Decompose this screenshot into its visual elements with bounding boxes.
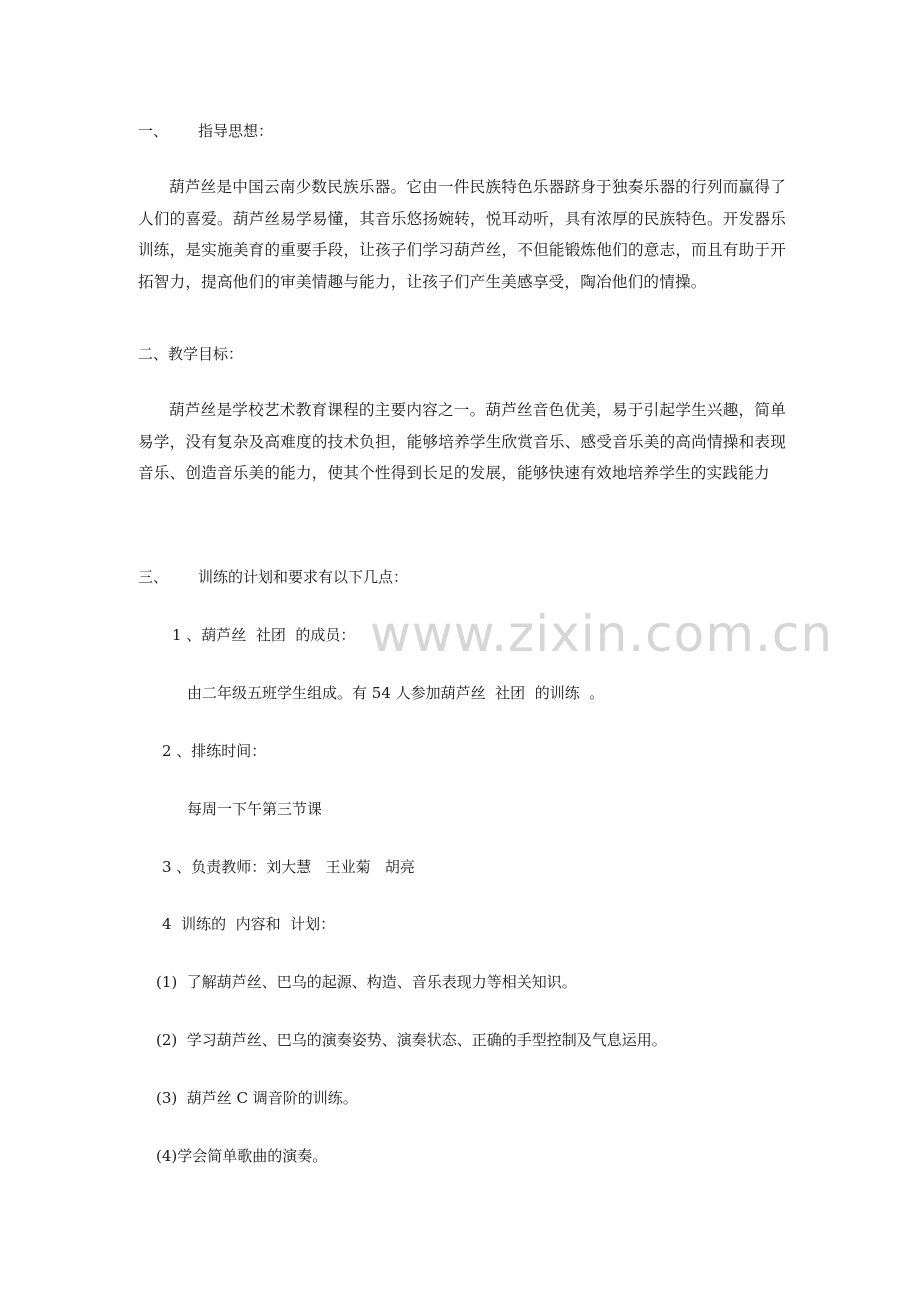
watermark: www.zixin.com.cn (370, 605, 834, 663)
item-members-body: 由二年级五班学生组成。有 54 人参加葫芦丝 社团 的训练 。 (187, 684, 605, 702)
section-title: 训练的计划和要求有以下几点： (198, 568, 409, 586)
list-item: (2) 学习葫芦丝、巴乌的演奏姿势、演奏状态、正确的手型控制及气息运用。 (156, 1031, 667, 1049)
section-heading-teaching-goals: 二、教学目标： (138, 345, 244, 363)
section-number: 一、 (138, 122, 169, 140)
item-rehearsal-heading: 2 、排练时间： (162, 742, 267, 760)
item-members-heading: 1 、葫芦丝 社团 的成员： (172, 626, 356, 644)
section-heading-training-plan (138, 567, 408, 587)
section-number: 三、 (138, 568, 169, 586)
paragraph-teaching-goals: 葫芦丝是学校艺术教育课程的主要内容之一。葫芦丝音色优美，易于引起学生兴趣，简单易学，没有复杂及高难度的技术负担，能够培养学生欣赏音乐、感受音乐美的高尚情操和表现音乐、创造音乐美的能力，使其个性得到长足的发展，能够快速有效地培养学生的实践能力 (138, 401, 786, 482)
item-content-heading: 4 训练的 内容和 计划： (162, 915, 336, 933)
list-item: (1) 了解葫芦丝、巴乌的起源、构造、音乐表现力等相关知识。 (156, 973, 577, 991)
item-teachers: 3 、负责教师：刘大慧 王业菊 胡亮 (162, 858, 415, 876)
paragraph-guiding-thought: 葫芦丝是中国云南少数民族乐器。它由一件民族特色乐器跻身于独奏乐器的行列而赢得了人们的喜爱。葫芦丝易学易懂，其音乐悠扬婉转，悦耳动听，具有浓厚的民族特色。开发器乐训练，是实施美育的重要手段，让孩子们学习葫芦丝，不但能锻炼他们的意志，而且有助于开拓智力，提高他们的审美情趣与能力，让孩子们产生美感享受，陶冶他们的情操。 (138, 178, 786, 291)
list-item: (3) 葫芦丝 C 调音阶的训练。 (156, 1089, 358, 1107)
list-item: (4)学会简单歌曲的演奏。 (156, 1147, 328, 1165)
section-heading-guiding-thought (138, 121, 273, 141)
item-rehearsal-body: 每周一下午第三节课 (187, 800, 323, 818)
section-title: 指导思想： (198, 122, 274, 140)
